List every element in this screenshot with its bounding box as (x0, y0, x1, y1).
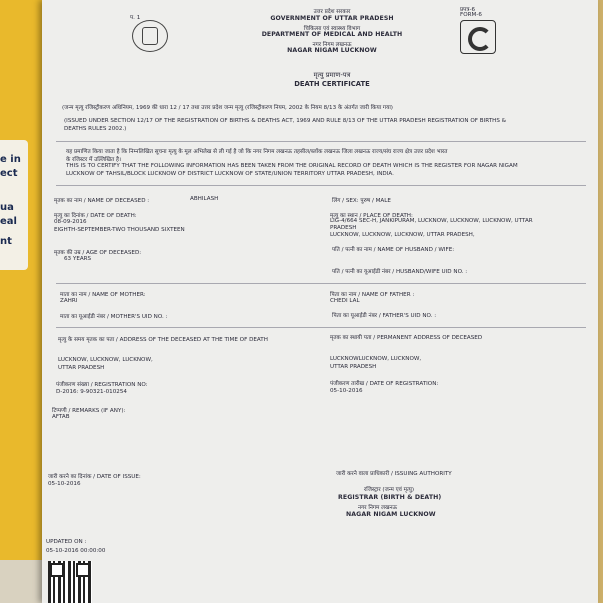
date-of-death: 08-09-2016 (54, 219, 87, 225)
age-label: मृतक की उम्र / AGE OF DECEASED: (54, 250, 142, 256)
death-certificate-paper (42, 0, 598, 603)
address-line-2: UTTAR PRADESH (58, 365, 105, 371)
permanent-address-line-1: LUCKNOWLUCKNOW, LUCKNOW, (330, 356, 422, 362)
card-text: nt (0, 236, 12, 247)
sex-field: लिंग / SEX: पुरुष / MALE (332, 198, 391, 204)
reg-no-label: पंजीकरण संख्या / REGISTRATION NO: (56, 382, 148, 388)
reg-date-label: पंजीकरण तारीख / DATE OF REGISTRATION: (330, 381, 439, 387)
registration-date: 05-10-2016 (330, 388, 363, 394)
govt-hindi: उत्तर प्रदेश सरकार (313, 9, 351, 15)
husband-uid-label: पति / पत्नी का यूआईडी नंबर / HUSBAND/WIFE UID NO. : (332, 269, 468, 275)
mother-name: ZAHRI (60, 298, 78, 304)
form-number-hindi: प्रपत्र-6 (460, 7, 476, 13)
authority-label: जारी करने वाला प्राधिकारी / ISSUING AUTHORITY (336, 471, 452, 477)
pod-label: मृत्यु का स्थान / PLACE OF DEATH: (330, 213, 413, 219)
divider (56, 185, 586, 186)
form-code: प. 1 (130, 15, 141, 21)
divider (56, 283, 586, 284)
mother-label: माता का नाम / NAME OF MOTHER: (60, 292, 146, 298)
intro-hindi: (जन्म मृत्यु रजिस्ट्रीकरण अधिनियम, 1969 की धारा 12 / 17 तथा उत्तर प्रदेश जन्म मृत्यु (रजिस्ट्रीकरण नियम, 2002 के नियम 8/13 के अंतर्गत जारी किया गया) (62, 105, 393, 111)
dept-name: DEPARTMENT OF MEDICAL AND HEALTH (261, 31, 403, 38)
father-label: पिता का नाम / NAME OF FATHER : (330, 292, 415, 298)
father-name: CHEDI LAL (330, 298, 360, 304)
place-of-death-2: PRADESH (330, 225, 357, 231)
card-text: e in (0, 154, 21, 165)
permanent-address-label: मृतक का स्थायी पता / PERMANENT ADDRESS OF DECEASED (330, 335, 483, 341)
card-text: ua (0, 202, 14, 213)
address-line-1: LUCKNOW, LUCKNOW, LUCKNOW, (58, 357, 153, 363)
age-value: 63 YEARS (64, 256, 92, 262)
updated-label: UPDATED ON : (46, 539, 87, 545)
remarks-value: AFTAB (52, 414, 70, 420)
form-number: FORM-6 (460, 12, 482, 18)
mother-uid-label: माता का यूआईडी नंबर / MOTHER'S UID NO. : (60, 314, 168, 320)
date-of-death-words: EIGHTH-SEPTEMBER-TWO THOUSAND SIXTEEN (54, 227, 185, 233)
authority-title: REGISTRAR (BIRTH & DEATH) (338, 494, 442, 501)
certify-hindi-1: यह प्रमाणित किया जाता है कि निम्नलिखित सूचना मृत्यु के मूल अभिलेख से ली गई है जो कि नगर निगम लखनऊ तहसील/ब्लॉक लखनऊ जिला लखनऊ राज्य/संघ राज्य क्षेत्र उत्तर प्रदेश भारत (66, 149, 448, 155)
deceased-name: ABHILASH (190, 196, 219, 202)
nagar-name: NAGAR NIGAM LUCKNOW (287, 47, 377, 54)
nagar-hindi: नगर निगम लखनऊ (312, 42, 352, 48)
title-hindi: मृत्यु प्रमाण-पत्र (313, 71, 351, 79)
dod-label: मृत्यु का दिनांक / DATE OF DEATH: (54, 213, 137, 219)
place-of-death-3: LUCKNOW, LUCKNOW, LUCKNOW, UTTAR PRADESH, (330, 232, 475, 238)
card-text: ect (0, 168, 18, 179)
registration-number: D-2016: 9-90321-010254 (56, 389, 127, 395)
certificate-title: DEATH CERTIFICATE (294, 80, 370, 88)
updated-value: 05-10-2016 00:00:00 (46, 548, 106, 554)
authority-hindi: रजिस्ट्रार (जन्म एवं मृत्यु) (364, 487, 415, 493)
govt-name: GOVERNMENT OF UTTAR PRADESH (270, 15, 394, 22)
certify-line-1: THIS IS TO CERTIFY THAT THE FOLLOWING INFORMATION HAS BEEN TAKEN FROM THE ORIGINAL RECORD OF DEATH WHICH IS THE REGISTER FOR NAGAR NIGAM (66, 163, 518, 169)
card-text: eal (0, 216, 17, 227)
state-emblem-icon (132, 20, 168, 52)
issue-date-label: जारी करने का दिनांक / DATE OF ISSUE: (48, 474, 141, 480)
authority-hindi-2: नगर निगम लखनऊ (358, 505, 398, 511)
authority-org: NAGAR NIGAM LUCKNOW (346, 511, 436, 518)
qr-code-icon (48, 561, 92, 603)
certify-line-2: LUCKNOW OF TAHSIL/BLOCK LUCKNOW OF DISTRICT LUCKNOW OF STATE/UNION TERRITORY UTTAR PRADESH, INDIA. (66, 171, 394, 177)
father-uid-label: पिता का यूआईडी नंबर / FATHER'S UID NO. : (332, 313, 437, 319)
divider (56, 141, 586, 142)
remarks-label: टिप्पणी / REMARKS (IF ANY): (52, 408, 126, 414)
divider (56, 327, 586, 328)
certify-hindi-2: के रजिस्टर में उल्लिखित है। (66, 157, 122, 163)
issue-date: 05-10-2016 (48, 481, 81, 487)
permanent-address-line-2: UTTAR PRADESH (330, 364, 377, 370)
intro-line-2: DEATHS RULES 2002.) (64, 126, 127, 132)
husband-label: पति / पत्नी का नाम / NAME OF HUSBAND / WIFE: (332, 247, 455, 253)
intro-line-1: (ISSUED UNDER SECTION 12/17 OF THE REGISTRATION OF BIRTHS & DEATHS ACT, 1969 AND RULE 8/13 OF THE UTTAR PRADESH REGISTRATION OF BIRTHS & (64, 118, 507, 124)
name-label: मृतक का नाम / NAME OF DECEASED : (54, 198, 150, 204)
address-label: मृत्यु के समय मृतक का पता / ADDRESS OF THE DECEASED AT THE TIME OF DEATH (58, 337, 268, 343)
registration-logo-icon (460, 20, 496, 54)
dept-hindi: चिकित्सा एवं स्वास्थ्य विभाग (303, 26, 361, 32)
background-card (0, 140, 28, 270)
place-of-death-1: LIG-4/664 SEC-H, JANKIPURAM, LUCKNOW, LUCKNOW, LUCKNOW, UTTAR (330, 218, 533, 224)
